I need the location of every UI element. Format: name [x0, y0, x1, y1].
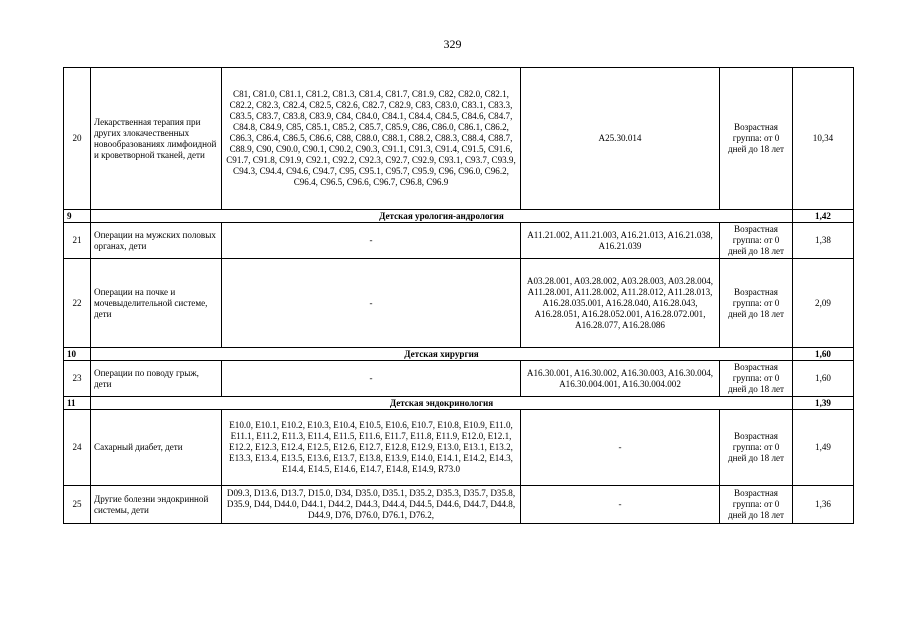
row-coefficient: 10,34	[793, 68, 854, 210]
page-number: 329	[443, 37, 462, 51]
section-coefficient: 1,42	[793, 210, 854, 223]
section-number: 10	[64, 348, 91, 361]
table-body	[64, 68, 854, 524]
row-criteria: Возрастная группа: от 0 дней до 18 лет	[720, 410, 793, 486]
table-row	[64, 223, 854, 259]
row-coefficient: 1,36	[793, 486, 854, 524]
row-name: Операции на мужских половых органах, дети	[91, 223, 222, 259]
row-number: 21	[64, 223, 91, 259]
table-row	[64, 486, 854, 524]
section-title: Детская хирургия	[91, 348, 793, 361]
row-number: 25	[64, 486, 91, 524]
table-row	[64, 68, 854, 210]
row-service-codes: A16.30.001, A16.30.002, A16.30.003, A16.30.004, A16.30.004.001, A16.30.004.002	[521, 361, 720, 397]
row-criteria: Возрастная группа: от 0 дней до 18 лет	[720, 361, 793, 397]
row-service-codes: A11.21.002, A11.21.003, A16.21.013, A16.21.038, A16.21.039	[521, 223, 720, 259]
row-diagnosis-codes: D09.3, D13.6, D13.7, D15.0, D34, D35.0, D35.1, D35.2, D35.3, D35.7, D35.8, D35.9, D44, D44.0, D44.1, D44.2, D44.3, D44.4, D44.5, D44.6, D44.7, D44.8, D44.9, D76, D76.0, D76.1, D76.2,	[222, 486, 521, 524]
table-row	[64, 361, 854, 397]
row-name: Операции на почке и мочевыделительной системе, дети	[91, 259, 222, 348]
row-service-codes: A25.30.014	[521, 68, 720, 210]
row-name: Операции по поводу грыж, дети	[91, 361, 222, 397]
row-criteria: Возрастная группа: от 0 дней до 18 лет	[720, 259, 793, 348]
section-number: 11	[64, 397, 91, 410]
row-service-codes: -	[521, 486, 720, 524]
row-diagnosis-codes: C81, C81.0, C81.1, C81.2, C81.3, C81.4, C81.7, C81.9, C82, C82.0, C82.1, C82.2, C82.3, C82.4, C82.5, C82.6, C82.7, C82.9, C83, C83.0, C83.1, C83.3, C83.5, C83.7, C83.8, C83.9, C84, C84.0, C84.1, C84.4, C84.5, C84.6, C84.7, C84.8, C84.9, C85, C85.1, C85.2, C85.7, C85.9, C86, C86.0, C86.1, C86.2, C86.3, C86.4, C86.5, C86.6, C88, C88.0, C88.1, C88.2, C88.3, C88.4, C88.7, C88.9, C90, C90.0, C90.1, C90.2, C90.3, C91.1, C91.3, C91.4, C91.5, C91.6, C91.7, C91.8, C91.9, C92.1, C92.2, C92.3, C92.7, C92.9, C93.1, C93.7, C93.9, C94.3, C94.4, C94.6, C94.7, C95, C95.1, C95.7, C95.9, C96, C96.0, C96.2, C96.4, C96.5, C96.6, C96.7, C96.8, C96.9	[222, 68, 521, 210]
row-coefficient: 1,60	[793, 361, 854, 397]
row-service-codes: -	[521, 410, 720, 486]
row-name: Лекарственная терапия при других злокачественных новообразованиях лимфоидной и кроветворной тканей, дети	[91, 68, 222, 210]
row-name: Другие болезни эндокринной системы, дети	[91, 486, 222, 524]
row-criteria: Возрастная группа: от 0 дней до 18 лет	[720, 486, 793, 524]
ksg-table	[63, 67, 854, 524]
row-diagnosis-codes: -	[222, 259, 521, 348]
section-coefficient: 1,39	[793, 397, 854, 410]
section-title: Детская урология-андрология	[91, 210, 793, 223]
row-criteria: Возрастная группа: от 0 дней до 18 лет	[720, 223, 793, 259]
section-coefficient: 1,60	[793, 348, 854, 361]
row-number: 23	[64, 361, 91, 397]
section-title: Детская эндокринология	[91, 397, 793, 410]
section-row	[64, 397, 854, 410]
row-number: 24	[64, 410, 91, 486]
row-service-codes: A03.28.001, A03.28.002, A03.28.003, A03.28.004, A11.28.001, A11.28.002, A11.28.012, A11.28.013, A16.28.035.001, A16.28.040, A16.28.043, A16.28.051, A16.28.052.001, A16.28.072.001, A16.28.077, A16.28.086	[521, 259, 720, 348]
row-criteria: Возрастная группа: от 0 дней до 18 лет	[720, 68, 793, 210]
row-diagnosis-codes: -	[222, 223, 521, 259]
row-number: 20	[64, 68, 91, 210]
row-diagnosis-codes: E10.0, E10.1, E10.2, E10.3, E10.4, E10.5, E10.6, E10.7, E10.8, E10.9, E11.0, E11.1, E11.2, E11.3, E11.4, E11.5, E11.6, E11.7, E11.8, E11.9, E12.0, E12.1, E12.2, E12.3, E12.4, E12.5, E12.6, E12.7, E12.8, E12.9, E13.0, E13.1, E13.2, E13.3, E13.4, E13.5, E13.6, E13.7, E13.8, E13.9, E14.0, E14.1, E14.2, E14.3, E14.4, E14.5, E14.6, E14.7, E14.8, E14.9, R73.0	[222, 410, 521, 486]
table-row	[64, 410, 854, 486]
row-diagnosis-codes: -	[222, 361, 521, 397]
row-coefficient: 1,38	[793, 223, 854, 259]
row-coefficient: 1,49	[793, 410, 854, 486]
row-name: Сахарный диабет, дети	[91, 410, 222, 486]
section-row	[64, 348, 854, 361]
row-number: 22	[64, 259, 91, 348]
section-row	[64, 210, 854, 223]
table-row	[64, 259, 854, 348]
section-number: 9	[64, 210, 91, 223]
row-coefficient: 2,09	[793, 259, 854, 348]
